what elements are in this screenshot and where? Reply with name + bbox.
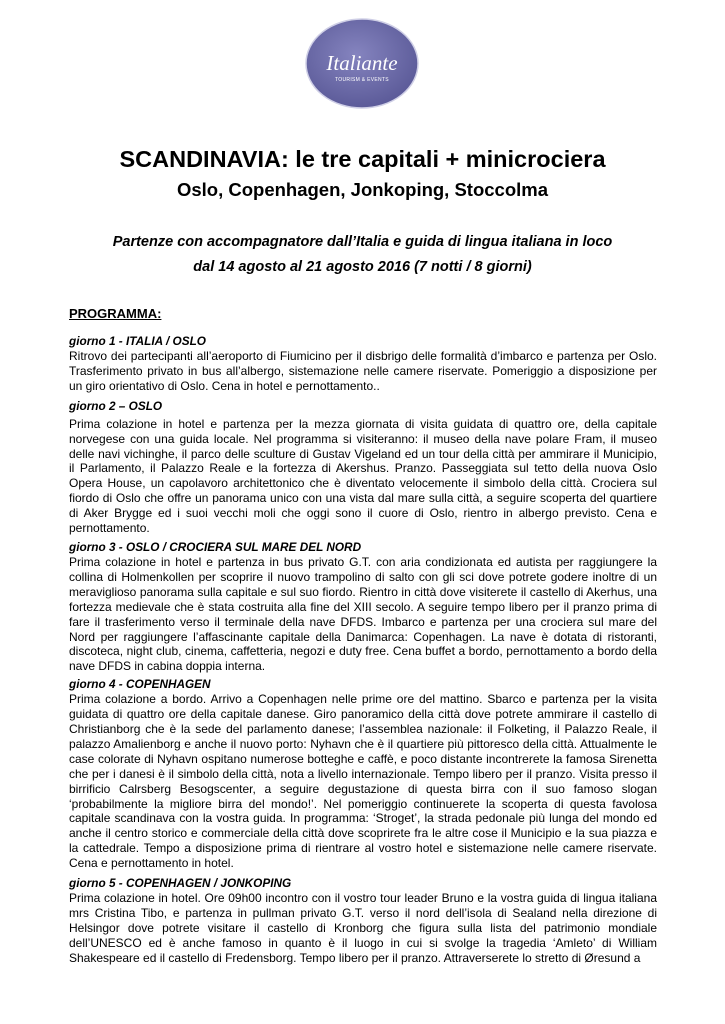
day-title: giorno 1 - ITALIA / OSLO bbox=[69, 334, 206, 348]
logo-tagline: TOURISM & EVENTS bbox=[335, 77, 389, 83]
departure-info-line-2: dal 14 agosto al 21 agosto 2016 (7 notti / 8 giorni) bbox=[193, 259, 532, 275]
day-description: Ritrovo dei partecipanti all’aeroporto di Fiumicino per il disbrigo delle formalità d’imbarco e partenza per Oslo. Trasferimento privato in bus all’albergo, sistemazione nelle camere riservate. Pomeriggio a disposizione per un giro orientativo di Oslo. Cena in hotel e pernottamento.. bbox=[69, 349, 657, 393]
day-title: giorno 5 - COPENHAGEN / JONKOPING bbox=[69, 876, 292, 891]
day-section-3 bbox=[69, 540, 657, 674]
day-title: giorno 3 - OSLO / CROCIERA SUL MARE DEL NORD bbox=[69, 539, 362, 554]
day-description: Prima colazione in hotel e partenza per la mezza giornata di visita guidata di quattro ore, della capitale norvegese con una guida locale. Nel programma si visiteranno: il museo della nave polare Fram, il museo delle navi vichinghe, il parco delle sculture di Gustav Vigeland ed un tour della città per ammirare il Municipio, il Parlamento, il Palazzo Reale e la fortezza di Akershus. Pranzo. Passeggiata sul tetto della nuova Oslo Opera House, un capolavoro architettonico che è diventato velocemente il simbolo della città. Crociera sul fiordo di Oslo che offre un panorama unico con una vista dal mare sulla città, a seguire scoperta del quartiere di Aker Brygge ed i suoi vecchi moli che oggi sono il cuore di Oslo, rientro in albergo previsto. Cena e pernottamento. bbox=[69, 416, 657, 536]
day-title: giorno 4 - COPENHAGEN bbox=[69, 677, 211, 692]
document-subtitle: Oslo, Copenhagen, Jonkoping, Stoccolma bbox=[176, 179, 549, 200]
day-title: giorno 2 – OSLO bbox=[69, 398, 163, 413]
day-section-2 bbox=[69, 399, 657, 536]
logo-emblem bbox=[305, 18, 419, 109]
day-description: Prima colazione a bordo. Arrivo a Copenhagen nelle prime ore del mattino. Sbarco e partenza per la visita guidata di quattro ore della capitale danese. Giro panoramico della città dove potrete ammirare il castello di Christianborg che è la sede del parlamento danese; l’assemblea nazionale: il Folketing, il Palazzo Reale, il palazzo Amalienborg e anche il nuovo porto: Nyhavn che è il quartiere più pittoresco della città. Attualmente le case colorate di Nyhavn ospitano numerose botteghe e caffè, e poco distante incontrerete la famosa Sirenetta che per i danesi è il simbolo della città, nota a livello internazionale. Tempo libero per il pranzo. Visita presso il birrificio Calrsberg Besogscenter, a seguire degustazione di questa birra con il suo famoso slogan ‘probabilmente la migliore birra del mondo!’. Nel pomeriggio continuerete la scoperta di questa favolosa capitale scandinava con la vostra guida. In programma: ‘Stroget’, la strada pedonale più lunga del mondo ed anche il centro storico e commerciale della città dove scoprirete fra le altre cose il Municipio e la sua piazza e la cattedrale. Tempo a disposizione prima di rientrare al vostro hotel e sistemazione nelle camere riservate. Cena e pernottamento in hotel. bbox=[69, 692, 657, 871]
company-logo bbox=[305, 18, 419, 109]
day-section-5 bbox=[69, 876, 657, 966]
day-description: Prima colazione in hotel e partenza in bus privato G.T. con aria condizionata ed autista per raggiungere la collina di Holmenkollen per scoprire il nuovo trampolino di salto con gli sci dove potrete godere inoltre di un meraviglioso panorama sulla capitale e sul suo fiordo. Rientro in città dove visiterete il castello di Akerhus, una fortezza medievale che è stata costruita alla fine del XIII secolo. A seguire tempo libero per il pranzo prima di fare il trasferimento verso il terminale della nave DFDS. Imbarco e partenza per una crociera sul mare del Nord per raggiungere l’affascinante capitale della Danimarca: Copenhagen. La nave è dotata di ristoranti, discoteca, night club, cinema, caffetteria, negozi e duty free. Cena buffet a bordo, pernottamento a bordo della nave DFDS in cabina doppia interna. bbox=[69, 554, 657, 674]
program-heading: PROGRAMMA: bbox=[69, 306, 162, 321]
logo-brand-text: Italiante bbox=[326, 51, 398, 75]
day-section-1 bbox=[69, 334, 657, 394]
program-days bbox=[69, 334, 657, 966]
day-description: Prima colazione in hotel. Ore 09h00 incontro con il vostro tour leader Bruno e la vostra guida di lingua italiana mrs Cristina Tibo, e partenza in pullman privato G.T. verso il nord dell’isola di Sealand nella direzione di Helsingor dove potrete visitare il castello di Kronborg che figura sulla lista del patrimonio mondiale dell’UNESCO ed è anche famoso in quanto è il luogo in cui si svolge la tragedia ‘Amleto’ di William Shakespeare ed il castello di Fredensborg. Tempo libero per il pranzo. Attraverserete lo stretto di Øresund a bbox=[69, 891, 657, 965]
day-section-4 bbox=[69, 677, 657, 871]
document-title: SCANDINAVIA: le tre capitali + minicrociera bbox=[119, 146, 606, 172]
departure-info-line-1: Partenze con accompagnatore dall’Italia e guida di lingua italiana in loco bbox=[112, 234, 613, 250]
